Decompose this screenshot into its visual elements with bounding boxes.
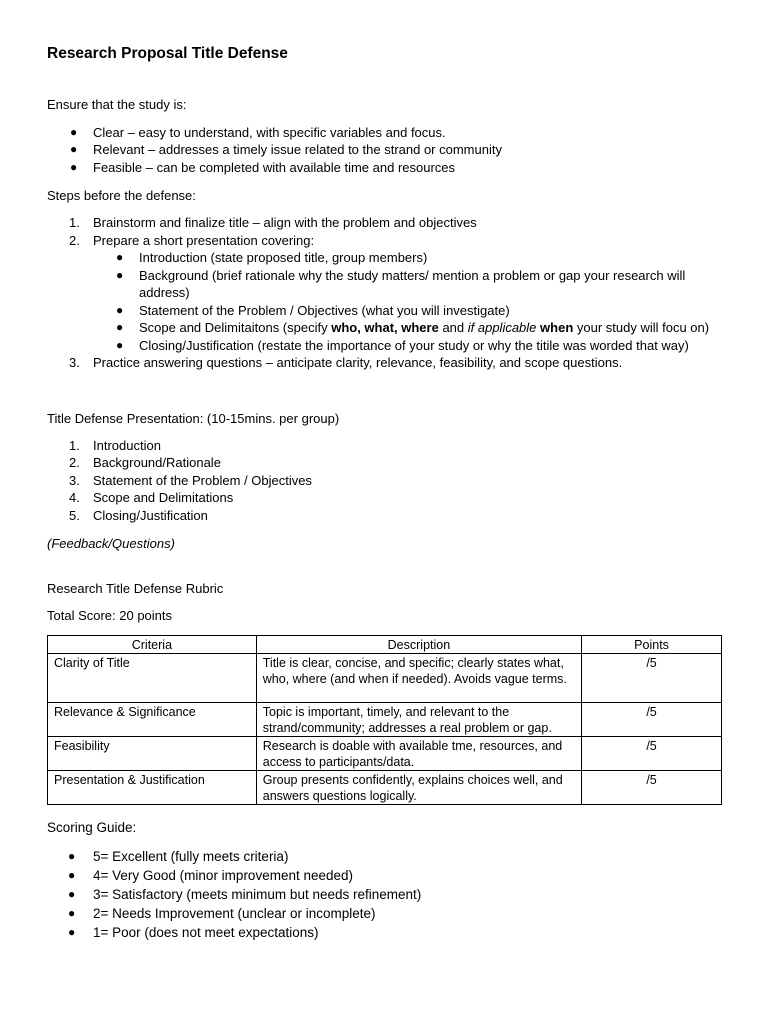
description-cell: Group presents confidently, explains choices well, and answers questions logically. — [256, 771, 581, 805]
list-item: ● 2= Needs Improvement (unclear or incomplete) — [68, 906, 376, 921]
bullet-icon: ● — [70, 125, 78, 139]
bullet-icon: ● — [68, 925, 76, 939]
bullet-icon: ● — [68, 849, 76, 863]
column-header-description: Description — [256, 636, 581, 654]
points-cell: /5 — [582, 771, 722, 805]
sub-list-item: ● Closing/Justification (restate the importance of your study or why the titile was worded that way) — [116, 338, 689, 353]
column-header-points: Points — [582, 636, 722, 654]
table-row — [48, 771, 722, 805]
list-item: ● Feasible – can be completed with available time and resources — [70, 160, 456, 175]
table-row — [48, 654, 722, 703]
criteria-cell: Relevance & Significance — [48, 703, 257, 737]
list-number: 1. — [69, 438, 80, 453]
list-item: ● Relevant – addresses a timely issue related to the strand or community — [70, 142, 502, 157]
page-title: Research Proposal Title Defense — [47, 45, 288, 62]
list-item: 1. Brainstorm and finalize title – align with the problem and objectives — [69, 215, 477, 230]
list-item: 4. Scope and Delimitations — [69, 490, 234, 505]
list-item: ● 1= Poor (does not meet expectations) — [68, 925, 319, 940]
list-item: ● 5= Excellent (fully meets criteria) — [68, 849, 289, 864]
table-row — [48, 737, 722, 771]
feedback-note: (Feedback/Questions) — [47, 536, 175, 551]
points-cell: /5 — [582, 737, 722, 771]
list-item: 5. Closing/Justification — [69, 508, 208, 523]
bullet-icon: ● — [116, 268, 124, 282]
list-item: 1. Introduction — [69, 438, 161, 453]
criteria-cell: Presentation & Justification — [48, 771, 257, 805]
list-number: 2. — [69, 455, 80, 470]
rubric-heading: Research Title Defense Rubric — [47, 581, 224, 596]
sub-list-item: ● Introduction (state proposed title, group members) — [116, 250, 428, 265]
points-cell: /5 — [582, 654, 722, 703]
list-item: ● 4= Very Good (minor improvement needed) — [68, 868, 354, 883]
bullet-icon: ● — [70, 160, 78, 174]
list-item: 2. Prepare a short presentation covering: — [69, 233, 315, 248]
sub-list-item: ● Statement of the Problem / Objectives (what you will investigate) — [116, 303, 510, 318]
list-item: 3. Statement of the Problem / Objectives — [69, 473, 312, 488]
list-item: 2. Background/Rationale — [69, 455, 221, 470]
list-item: 3. Practice answering questions – anticipate clarity, relevance, feasibility, and scope questions. — [69, 355, 623, 370]
list-item: ● Clear – easy to understand, with specific variables and focus. — [70, 125, 446, 140]
list-number: 1. — [69, 215, 80, 230]
sub-list-item: ● Background (brief rationale why the study matters/ mention a problem or gap your research will — [116, 268, 686, 283]
table-row — [48, 703, 722, 737]
list-number: 3. — [69, 355, 80, 370]
presentation-heading: Title Defense Presentation: (10-15mins. per group) — [47, 411, 340, 426]
bullet-icon: ● — [116, 250, 124, 264]
bullet-icon: ● — [116, 338, 124, 352]
description-cell: Topic is important, timely, and relevant to the strand/community; addresses a real problem or gap. — [256, 703, 581, 737]
steps-heading: Steps before the defense: — [47, 188, 196, 203]
sub-list-item: ● Scope and Delimitaitons (specify who, what, where and if applicable when your study will focu on) — [116, 320, 710, 335]
bullet-icon: ● — [116, 303, 124, 317]
scoring-guide-heading: Scoring Guide: — [47, 820, 137, 835]
list-number: 2. — [69, 233, 80, 248]
bullet-icon: ● — [68, 887, 76, 901]
list-number: 5. — [69, 508, 80, 523]
table-header-row — [48, 636, 722, 654]
ensure-heading: Ensure that the study is: — [47, 97, 187, 112]
bullet-icon: ● — [116, 320, 124, 334]
criteria-cell: Feasibility — [48, 737, 257, 771]
list-number: 3. — [69, 473, 80, 488]
bullet-icon: ● — [68, 906, 76, 920]
sub-list-item-continued: address) — [139, 285, 190, 300]
column-header-criteria: Criteria — [48, 636, 257, 654]
list-item: ● 3= Satisfactory (meets minimum but needs refinement) — [68, 887, 422, 902]
bullet-icon: ● — [70, 142, 78, 156]
bullet-icon: ● — [68, 868, 76, 882]
criteria-cell: Clarity of Title — [48, 654, 257, 703]
description-cell: Research is doable with available tme, resources, and access to participants/data. — [256, 737, 581, 771]
rubric-table — [47, 635, 722, 805]
total-score: Total Score: 20 points — [47, 608, 173, 623]
description-cell: Title is clear, concise, and specific; clearly states what, who, where (and when if needed). Avoids vague terms. — [256, 654, 581, 703]
list-number: 4. — [69, 490, 80, 505]
points-cell: /5 — [582, 703, 722, 737]
